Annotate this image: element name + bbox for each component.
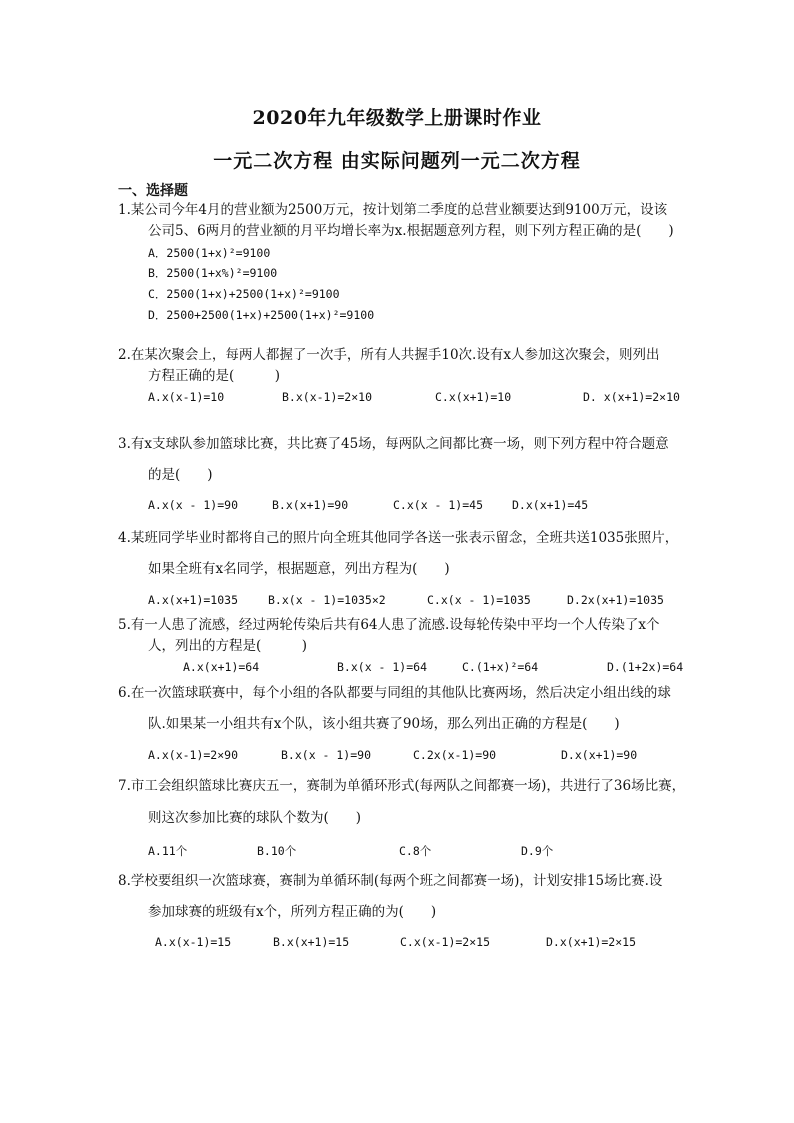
question-2-option-a: A.x(x-1)=10 — [148, 390, 225, 404]
question-6-line-1: 6.在一次篮球联赛中，每个小组的各队都要与同组的其他队比赛两场，然后决定小组出线的球 — [118, 685, 671, 701]
page-subtitle: 一元二次方程 由实际问题列一元二次方程 — [213, 150, 581, 172]
question-5-option-c: C.(1+x)²=64 — [462, 660, 539, 674]
question-3-option-b: B.x(x+1)=90 — [272, 498, 349, 512]
question-6-line-2: 队.如果某一小组共有x个队，该小组共赛了90场，那么列出正确的方程是( ) — [148, 716, 620, 732]
question-3-option-c: C.x(x - 1)=45 — [393, 498, 484, 512]
question-6-option-d: D.x(x+1)=90 — [561, 748, 638, 762]
question-3-line-1: 3.有x支球队参加篮球比赛，共比赛了45场，每两队之间都比赛一场，则下列方程中符合题意 — [118, 436, 669, 452]
question-4-option-c: C.x(x - 1)=1035 — [427, 593, 531, 607]
question-1-option-d: D．2500+2500(1+x)+2500(1+x)²=9100 — [148, 308, 375, 322]
question-7-option-a: A.11个 — [148, 844, 188, 858]
question-8-option-b: B.x(x+1)=15 — [273, 935, 350, 949]
question-7-option-d: D.9个 — [521, 844, 554, 858]
question-1-line-1: 1.某公司今年4月的营业额为2500万元，按计划第二季度的总营业额要达到9100万元，设该 — [118, 202, 668, 218]
question-7-line-2: 则这次参加比赛的球队个数为( ) — [148, 810, 362, 826]
question-4-option-b: B.x(x - 1)=1035×2 — [268, 593, 386, 607]
question-8-line-2: 参加球赛的班级有x个，所列方程正确的为( ) — [148, 904, 437, 920]
question-5-option-b: B.x(x - 1)=64 — [337, 660, 428, 674]
question-2-option-b: B.x(x-1)=2×10 — [282, 390, 373, 404]
question-3-option-d: D.x(x+1)=45 — [512, 498, 589, 512]
question-5-option-a: A.x(x+1)=64 — [183, 660, 260, 674]
question-4-option-d: D.2x(x+1)=1035 — [567, 593, 664, 607]
question-5-line-2: 人，列出的方程是( ) — [148, 638, 308, 654]
question-2-option-c: C.x(x+1)=10 — [435, 390, 512, 404]
question-7-option-b: B.10个 — [257, 844, 297, 858]
question-2-line-2: 方程正确的是( ) — [148, 368, 281, 384]
question-8-line-1: 8.学校要组织一次篮球赛，赛制为单循环制(每两个班之间都赛一场)，计划安排15场比赛.设 — [118, 873, 663, 889]
question-7-line-1: 7.市工会组织篮球比赛庆五一，赛制为单循环形式(每两队之间都赛一场)，共进行了36场比赛， — [118, 778, 686, 794]
section-heading: 一、选择题 — [118, 183, 188, 199]
question-1-line-2: 公司5、6两月的营业额的月平均增长率为x.根据题意列方程，则下列方程正确的是( ) — [148, 223, 674, 239]
question-4-line-2: 如果全班有x名同学，根据题意，列出方程为( ) — [148, 561, 450, 577]
question-3-line-2: 的是( ) — [148, 467, 213, 483]
question-3-option-a: A.x(x - 1)=90 — [148, 498, 239, 512]
question-6-option-c: C.2x(x-1)=90 — [413, 748, 497, 762]
question-8-option-d: D.x(x+1)=2×15 — [546, 935, 637, 949]
question-4-option-a: A.x(x+1)=1035 — [148, 593, 239, 607]
question-1-option-c: C．2500(1+x)+2500(1+x)²=9100 — [148, 287, 340, 301]
question-2-option-d: D. x(x+1)=2×10 — [583, 390, 680, 404]
question-1-option-b: B．2500(1+x%)²=9100 — [148, 266, 278, 280]
question-8-option-a: A.x(x-1)=15 — [155, 935, 232, 949]
question-6-option-b: B.x(x - 1)=90 — [281, 748, 372, 762]
question-6-option-a: A.x(x-1)=2×90 — [148, 748, 239, 762]
question-4-line-1: 4.某班同学毕业时都将自己的照片向全班其他同学各送一张表示留念，全班共送1035张照片， — [118, 530, 679, 546]
page-title: 2020年九年级数学上册课时作业 — [252, 107, 542, 129]
question-8-option-c: C.x(x-1)=2×15 — [400, 935, 491, 949]
question-5-option-d: D.(1+2x)=64 — [607, 660, 684, 674]
question-5-line-1: 5.有一人患了流感，经过两轮传染后共有64人患了流感.设每轮传染中平均一个人传染了x个 — [118, 617, 660, 633]
question-7-option-c: C.8个 — [399, 844, 432, 858]
question-1-option-a: A．2500(1+x)²=9100 — [148, 246, 271, 260]
question-2-line-1: 2.在某次聚会上，每两人都握了一次手，所有人共握手10次.设有x人参加这次聚会，则列出 — [118, 347, 660, 363]
